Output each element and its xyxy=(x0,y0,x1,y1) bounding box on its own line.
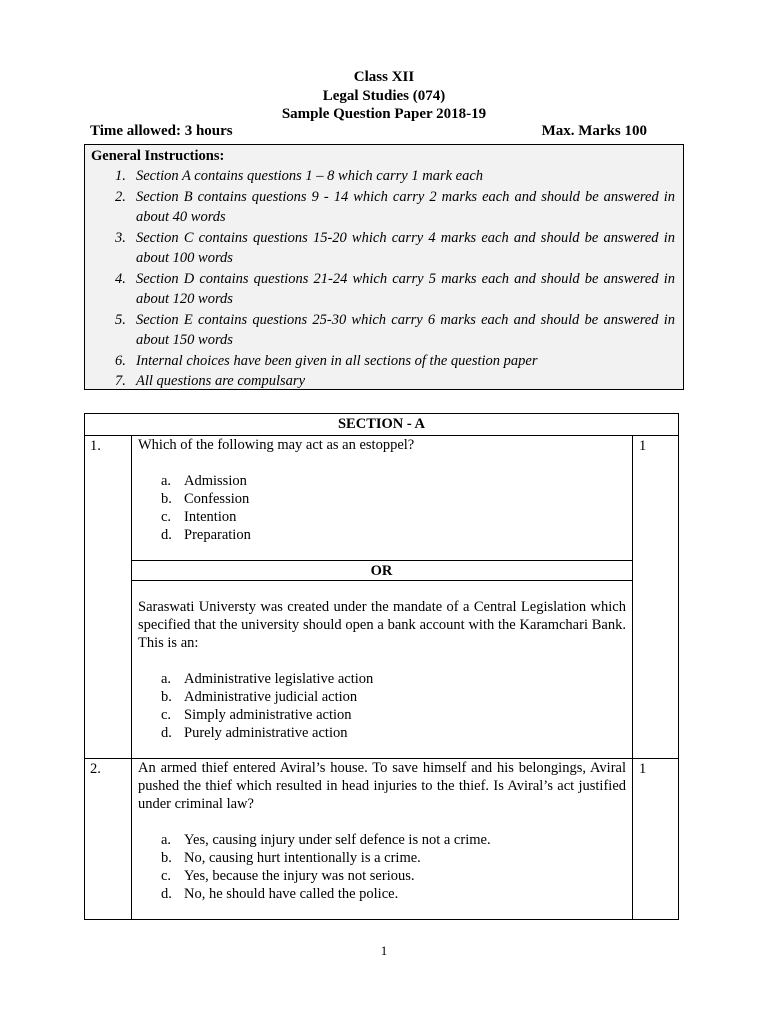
instruction-number: 7. xyxy=(115,373,126,389)
paper-title: Sample Question Paper 2018-19 xyxy=(281,106,487,122)
question-marks: 1 xyxy=(639,761,647,777)
option-letter: c. xyxy=(161,707,172,723)
instruction-text: Internal choices have been given in all sections of the question paper xyxy=(136,352,538,369)
option-letter: d. xyxy=(161,886,172,902)
option-letter: a. xyxy=(161,473,172,489)
number-column-divider xyxy=(131,436,132,919)
instruction-number: 2. xyxy=(115,188,126,205)
instruction-number: 4. xyxy=(115,270,126,287)
instruction-number: 5. xyxy=(115,311,126,328)
option-item xyxy=(161,670,373,688)
time-allowed: Time allowed: 3 hours xyxy=(90,123,233,139)
question-text: Which of the following may act as an estoppel? xyxy=(138,437,415,453)
instructions-list xyxy=(91,166,683,392)
instruction-text: Section D contains questions 21-24 which carry 5 marks each and should be answered in about 120 words xyxy=(136,270,675,307)
instruction-item xyxy=(91,228,683,269)
instruction-number: 3. xyxy=(115,229,126,246)
option-item xyxy=(161,885,398,903)
option-item xyxy=(161,706,352,724)
option-text: No, causing hurt intentionally is a crime. xyxy=(184,850,421,866)
question-marks: 1 xyxy=(639,438,647,454)
option-letter: c. xyxy=(161,868,172,884)
option-letter: b. xyxy=(161,689,172,705)
max-marks: Max. Marks 100 xyxy=(541,123,647,139)
option-item xyxy=(161,526,251,544)
option-text: Yes, causing injury under self defence is not a crime. xyxy=(184,832,491,848)
option-text: Administrative legislative action xyxy=(184,671,374,687)
option-letter: b. xyxy=(161,850,172,866)
option-text: No, he should have called the police. xyxy=(184,886,399,902)
instruction-text: Section E contains questions 25-30 which carry 6 marks each and should be answered in about 150 words xyxy=(136,311,675,348)
time-marks-row xyxy=(90,123,647,140)
option-letter: a. xyxy=(161,832,172,848)
option-item xyxy=(161,508,236,526)
question-number: 2. xyxy=(90,761,101,777)
option-item xyxy=(161,472,247,490)
or-label: OR xyxy=(370,563,393,579)
subject-title: Legal Studies (074) xyxy=(322,87,446,104)
option-item xyxy=(161,490,249,508)
option-letter: a. xyxy=(161,671,172,687)
instruction-item xyxy=(91,269,683,310)
option-letter: d. xyxy=(161,527,172,543)
instruction-item xyxy=(91,166,683,187)
option-text: Simply administrative action xyxy=(184,707,352,723)
instruction-text: All questions are compulsary xyxy=(136,373,306,389)
instruction-number: 6. xyxy=(115,352,126,369)
option-text: Yes, because the injury was not serious. xyxy=(184,868,415,884)
option-text: Administrative judicial action xyxy=(184,689,358,705)
instruction-text: Section B contains questions 9 - 14 which carry 2 marks each and should be answered in about 40 words xyxy=(136,188,675,225)
instruction-item xyxy=(91,371,683,392)
option-item xyxy=(161,724,348,742)
instruction-item xyxy=(91,187,683,228)
general-instructions-box xyxy=(84,144,684,390)
questions-table xyxy=(84,413,679,920)
instruction-number: 1. xyxy=(115,168,126,184)
paper-title-block xyxy=(0,68,768,124)
page-number: 1 xyxy=(380,943,388,958)
option-text: Admission xyxy=(184,473,247,489)
option-letter: b. xyxy=(161,491,172,507)
option-item xyxy=(161,867,415,885)
or-bottom-divider xyxy=(131,580,632,581)
option-item xyxy=(161,831,491,849)
instruction-item xyxy=(91,351,683,372)
option-letter: c. xyxy=(161,509,172,525)
option-text: Confession xyxy=(184,491,250,507)
class-title: Class XII xyxy=(353,69,415,85)
section-title: SECTION - A xyxy=(337,416,426,432)
question-number: 1. xyxy=(90,438,101,454)
option-text: Preparation xyxy=(184,527,251,543)
option-letter: d. xyxy=(161,725,172,741)
option-text: Intention xyxy=(184,509,237,525)
instructions-heading: General Instructions: xyxy=(91,148,225,164)
option-item xyxy=(161,849,421,867)
marks-column-divider xyxy=(632,436,633,919)
instruction-item xyxy=(91,310,683,351)
question-text: An armed thief entered Aviral’s house. To save himself and his belongings, Aviral pushed the thief which resulted in head injuries to the thief. Is Aviral’s act justified under criminal law? xyxy=(138,760,626,812)
option-item xyxy=(161,688,357,706)
or-top-divider xyxy=(131,560,632,561)
instruction-text: Section C contains questions 15-20 which carry 4 marks each and should be answered in about 100 words xyxy=(136,229,675,266)
option-text: Purely administrative action xyxy=(184,725,348,741)
alternative-question-text: Saraswati Universty was created under the mandate of a Central Legislation which specified that the university should open a bank account with the Karamchari Bank. This is an: xyxy=(138,599,626,651)
instruction-text: Section A contains questions 1 – 8 which carry 1 mark each xyxy=(136,168,484,184)
